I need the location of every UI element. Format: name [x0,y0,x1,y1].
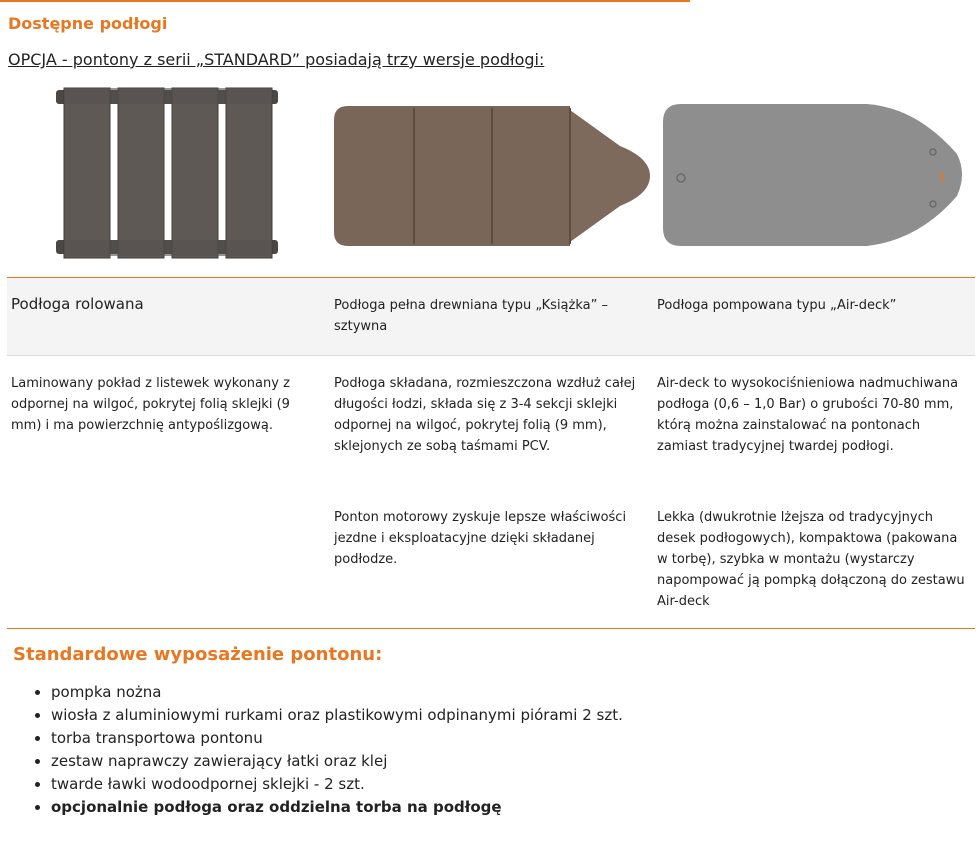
section-title: Dostępne podłogi [8,14,168,33]
rolled-floor-image [52,86,284,262]
list-item-optional: • opcjonalnie podłoga oraz oddzielna torba na podłogę [51,796,623,819]
list-item: • twarde ławki wodoodpornej sklejki - 2 szt. [51,773,623,796]
floor-description-row [7,356,975,628]
wooden-floor-title: Podłoga pełna drewniana typu „Książka” – sztywna [334,298,608,334]
list-item: • zestaw naprawczy zawierający łatki oraz klej [51,750,623,773]
table-bottom-divider [7,628,975,629]
wooden-floor-benefit: Ponton motorowy zyskuje lepsze właściwości jezdne i eksploatacyjne dzięki składanej podłodze. [334,510,627,567]
floor-header-row [7,277,975,356]
standard-equipment-list [27,681,623,819]
wooden-floor-desc: Podłoga składana, rozmieszczona wzdłuż całej długości łodzi, składa się z 3-4 sekcji sklejki odpornej na wilgoć, pokrytej folią (9 mm), sklejonych ze sobą taśmami PCV. [334,376,636,454]
floor-comparison-table [7,277,975,628]
airdeck-floor-title: Podłoga pompowana typu „Air-deck” [657,298,897,313]
list-item: • torba transportowa pontonu [51,727,623,750]
airdeck-floor-benefit: Lekka (dwukrotnie lżejsza od tradycyjnych desek podłogowych), kompaktowa (pakowana w torbę), szybka w montażu (wystarczy napompować ją pompką dołączoną do zestawu Air-deck [657,510,965,609]
floor-options-subtitle: OPCJA - pontony z serii „STANDARD” posiadają trzy wersje podłogi: [8,50,545,69]
airdeck-floor-image [657,86,969,262]
wooden-book-floor-image [330,86,655,262]
rolled-floor-title: Podłoga rolowana [11,295,144,313]
list-item: • pompka nożna [51,681,623,704]
list-item: • wiosła z aluminiowymi rurkami oraz plastikowymi odpinanymi piórami 2 szt. [51,704,623,727]
top-divider [0,0,690,2]
standard-equipment-title: Standardowe wyposażenie pontonu: [13,644,383,665]
airdeck-floor-desc: Air-deck to wysokociśnieniowa nadmuchiwana podłoga (0,6 – 1,0 Bar) o grubości 70-80 mm, którą można zainstalować na pontonach zamiast tradycyjnej twardej podłogi. [657,376,959,454]
rolled-floor-desc: Laminowany pokład z listewek wykonany z odpornej na wilgoć, pokrytej folią sklejki (9 mm) i ma powierzchnię antypoślizgową. [11,376,290,433]
